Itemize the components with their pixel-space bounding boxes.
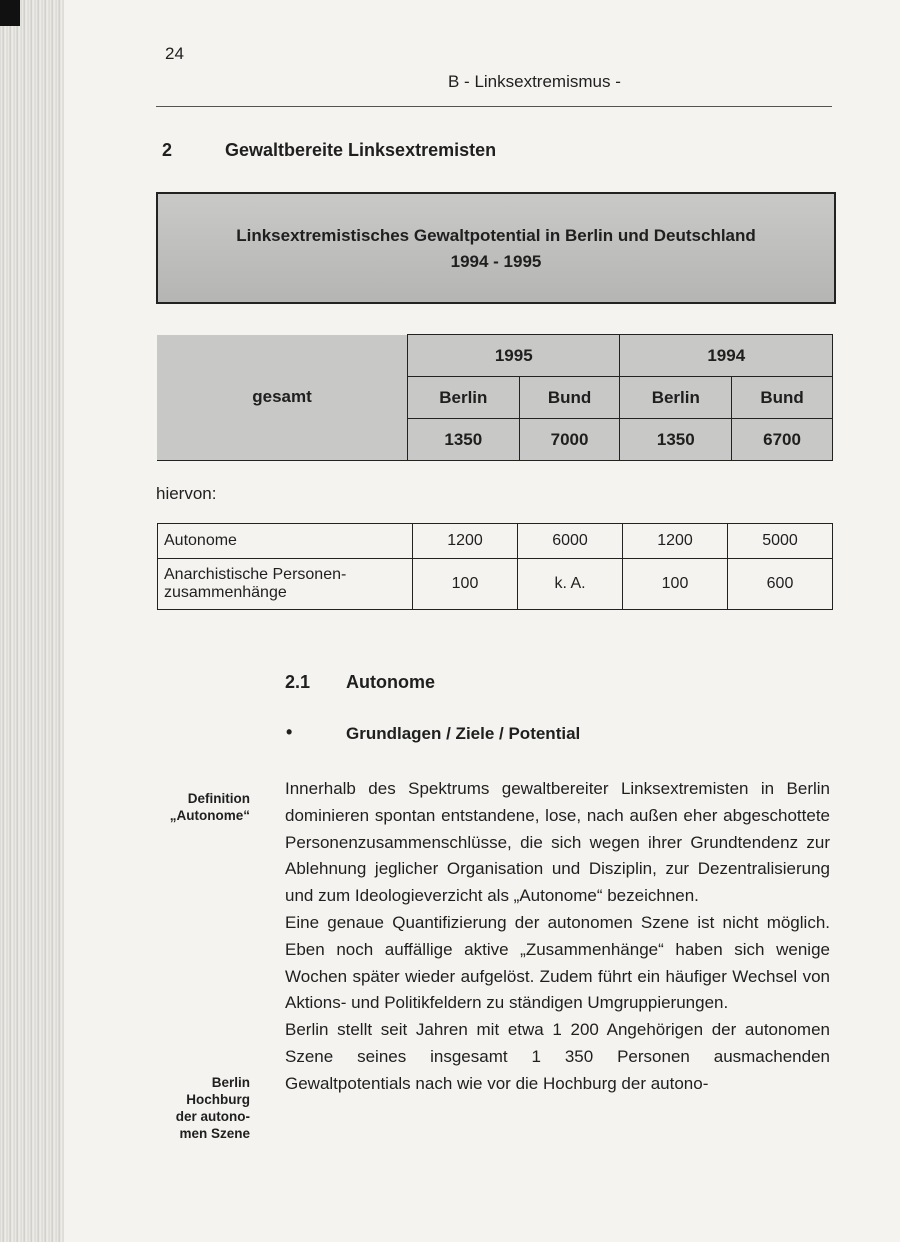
running-head: B - Linksextremismus - [448, 72, 621, 91]
year-header-1994: 1994 [620, 335, 833, 377]
table-banner [156, 192, 836, 304]
table-cell: 600 [728, 559, 833, 610]
bullet-heading: Grundlagen / Ziele / Potential [346, 724, 581, 743]
paragraph: Innerhalb des Spektrums gewaltbereiter Linksextremisten in Berlin dominieren spontan entstandene, lose, nach außen eher abgeschottete Personenzusammenschlüsse, die sich wegen ihrer Grundtendenz zur Ablehnung jeglicher Organisation und Disziplin, zur Dezentralisierung und zum Ideologieverzicht als „Autonome“ bezeichnen. [285, 779, 830, 906]
book-page-edge [0, 0, 64, 1242]
gesamt-label: gesamt [157, 335, 408, 461]
table-cell: 1200 [413, 524, 518, 559]
banner-title: Linksextremistisches Gewaltpotential in Berlin und Deutschland [236, 226, 756, 245]
row-label: Autonome [158, 524, 413, 559]
column-header: Bund [519, 377, 620, 419]
column-header: Bund [732, 377, 833, 419]
bullet-icon: • [286, 722, 293, 742]
table-cell: k. A. [518, 559, 623, 610]
body-text [285, 776, 830, 1098]
table-row [158, 524, 833, 559]
total-cell: 7000 [519, 419, 620, 461]
banner-years: 1994 - 1995 [450, 252, 542, 271]
table-cell: 6000 [518, 524, 623, 559]
paragraph: Eine genaue Quantifizierung der autonomen Szene ist nicht möglich. Eben noch auffällige aktive „Zusammenhänge“ haben sich wenige Wochen später wieder aufgelöst. Zudem führt ein häufiger Wechsel von Aktions- und Politikfeldern zu ständigen Umgruppierungen. [285, 912, 830, 1013]
subsection-title: Autonome [346, 672, 435, 692]
summary-table [157, 334, 833, 461]
binding-shadow [0, 0, 20, 26]
section-number: 2 [162, 140, 173, 160]
margin-note-definition: Definition „Autonome“ [169, 791, 250, 823]
table-cell: 100 [623, 559, 728, 610]
page-number: 24 [165, 44, 184, 63]
header-rule [156, 106, 832, 107]
column-header: Berlin [408, 377, 520, 419]
table-cell: 1200 [623, 524, 728, 559]
margin-note-hochburg: Berlin Hochburg der autono- men Szene [175, 1075, 250, 1141]
table-cell: 100 [413, 559, 518, 610]
section-title: Gewaltbereite Linksextremisten [225, 140, 497, 160]
row-label: Anarchistische Personen- zusammenhänge [158, 559, 413, 610]
total-cell: 1350 [620, 419, 732, 461]
column-header: Berlin [620, 377, 732, 419]
table-row [158, 559, 833, 610]
total-cell: 1350 [408, 419, 520, 461]
hiervon-label: hiervon: [156, 484, 217, 503]
detail-table [157, 523, 833, 610]
subsection-number: 2.1 [285, 672, 311, 692]
paragraph: Berlin stellt seit Jahren mit etwa 1 200 Angehörigen der autonomen Szene seines insgesamt 1 350 Personen ausmachenden Gewaltpotentials nach wie vor die Hochburg der autono- [285, 1020, 830, 1093]
total-cell: 6700 [732, 419, 833, 461]
year-header-1995: 1995 [408, 335, 620, 377]
table-cell: 5000 [728, 524, 833, 559]
